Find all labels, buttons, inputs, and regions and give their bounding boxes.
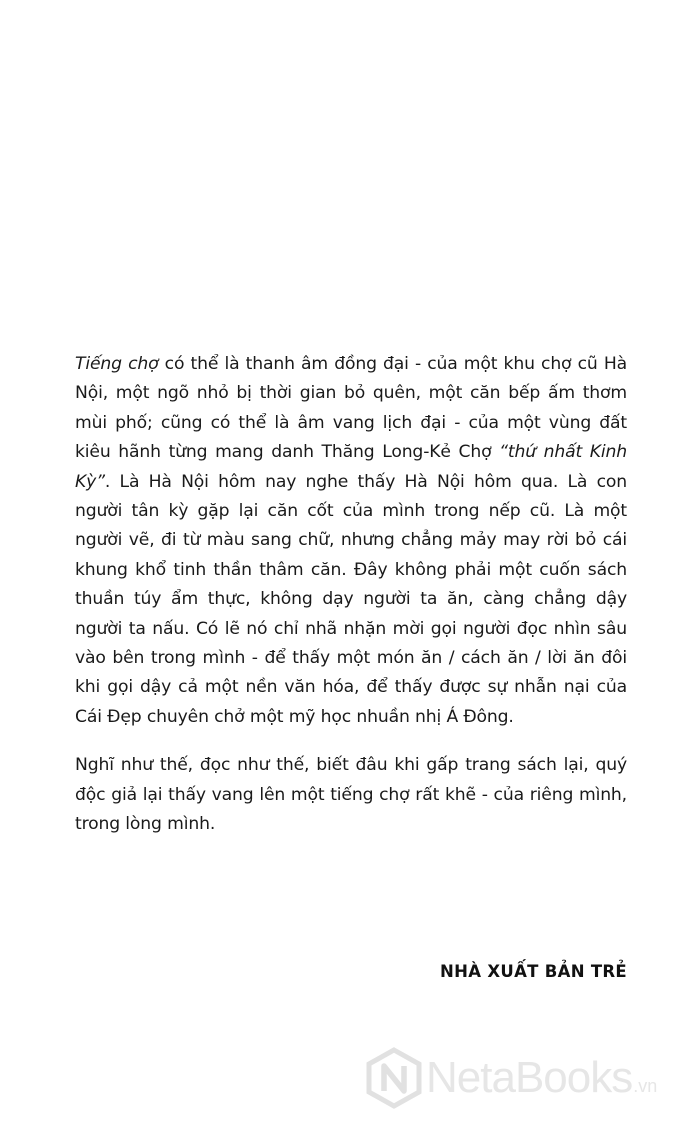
body-text bbox=[75, 350, 627, 840]
paragraph-1-part-2: . Là Hà Nội hôm nay nghe thấy Hà Nội hôm qua. Là con người tân kỳ gặp lại căn cốt của mình trong nếp cũ. Là một người vẽ, đi từ màu sang chữ, nhưng chẳng mảy may rời bỏ cái khung khổ tinh thần thâm căn. Đây không phải một cuốn sách thuần túy ẩm thực, không dạy người ta ăn, càng chẳng dậy người ta nấu. Có lẽ nó chỉ nhã nhặn mời gọi người đọc nhìn sâu vào bên trong mình - để thấy một món ăn / cách ăn / lời ăn đôi khi gọi dậy cả một nền văn hóa, để thấy được sự nhẫn nại của Cái Đẹp chuyên chở một mỹ học nhuần nhị Á Đông. bbox=[75, 471, 627, 727]
paragraph-1 bbox=[75, 350, 627, 732]
watermark-text bbox=[426, 1053, 657, 1103]
watermark-brand: NetaBooks bbox=[426, 1053, 633, 1102]
paragraph-2: Nghĩ như thế, đọc như thế, biết đâu khi gấp trang sách lại, quý độc giả lại thấy vang lên một tiếng chợ rất khẽ - của riêng mình, trong lòng mình. bbox=[75, 755, 627, 835]
netabooks-logo-icon bbox=[366, 1047, 422, 1109]
quote-italic: “thứ nhất Kinh Kỳ” bbox=[75, 442, 628, 492]
watermark-suffix: .vn bbox=[633, 1076, 658, 1096]
title-italic: Tiếng chợ bbox=[75, 354, 159, 374]
watermark bbox=[366, 1043, 686, 1113]
publisher-signature: NHÀ XUẤT BẢN TRẺ bbox=[440, 962, 627, 981]
paragraph-1-part-1: có thể là thanh âm đồng đại - của một khu chợ cũ Hà Nội, một ngõ nhỏ bị thời gian bỏ quên, một căn bếp ấm thơm mùi phố; cũng có thể là âm vang lịch đại - của một vùng đất kiêu hãnh từng mang danh Thăng Long-Kẻ Chợ bbox=[75, 354, 627, 463]
